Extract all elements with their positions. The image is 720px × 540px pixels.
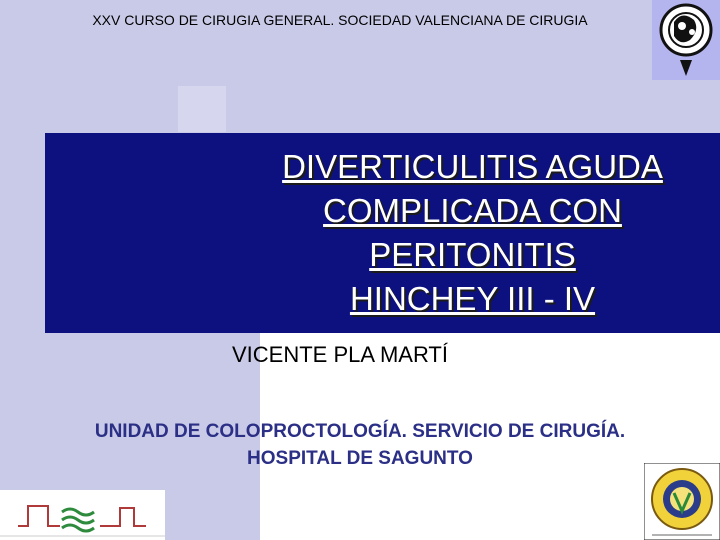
title-line: COMPLICADA CON — [323, 192, 622, 229]
hospital-logo-icon — [0, 490, 165, 540]
slide-title — [250, 145, 695, 321]
author-name: VICENTE PLA MARTÍ — [232, 342, 448, 367]
title-line: PERITONITIS — [369, 236, 576, 273]
affiliation — [10, 418, 710, 472]
course-header: XXV CURSO DE CIRUGIA GENERAL. SOCIEDAD VALENCIANA DE CIRUGIA — [92, 12, 588, 28]
title-line: DIVERTICULITIS AGUDA — [282, 148, 663, 185]
decor-square — [46, 133, 88, 180]
decor-square — [178, 86, 226, 132]
society-seal-icon — [652, 0, 720, 80]
coloproctology-unit-logo-icon — [644, 463, 720, 540]
affiliation-line: HOSPITAL DE SAGUNTO — [247, 448, 473, 469]
title-line: HINCHEY III - IV — [349, 280, 596, 317]
affiliation-line: UNIDAD DE COLOPROCTOLOGÍA. SERVICIO DE CIRUGÍA. — [94, 421, 626, 442]
